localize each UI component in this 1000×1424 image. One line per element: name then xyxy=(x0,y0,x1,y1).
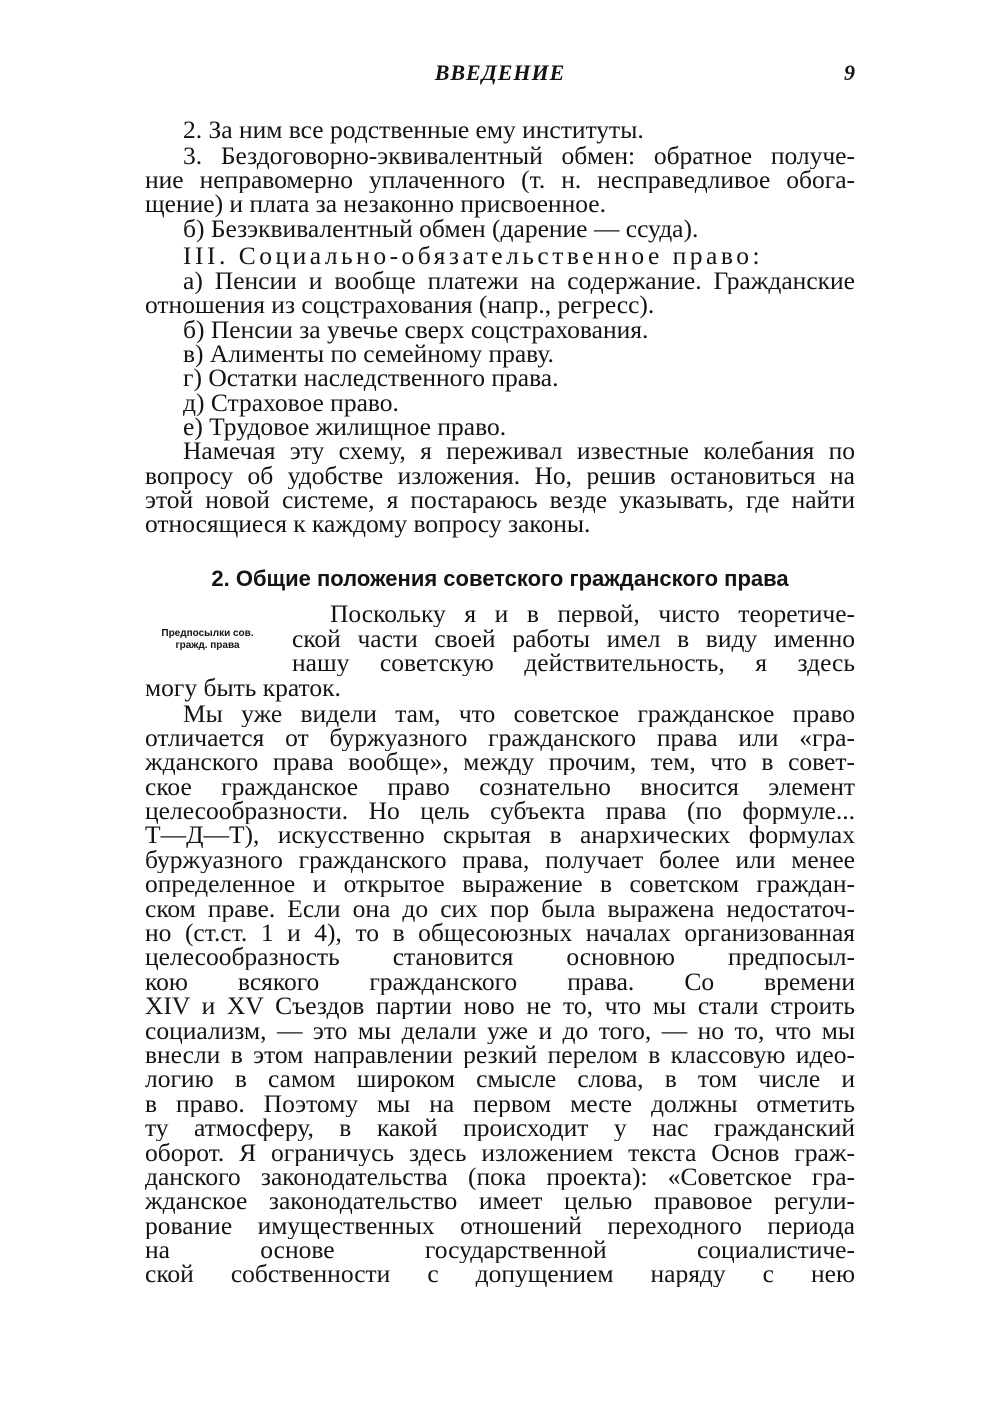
text-line: нашу советскую действительность, я здесь xyxy=(292,650,855,676)
text-line: жданского права вообще», между прочим, тем, что в совет- xyxy=(145,749,855,775)
text-line: а) Пенсии и вообще платежи на содержание. Гражданские xyxy=(183,268,855,294)
text-line: рование имущественных отношений переходного периода xyxy=(145,1213,855,1239)
section-heading: 2. Общие положения советского гражданского права xyxy=(211,566,789,591)
text-line: III. Социально-обязательственное право: xyxy=(183,241,764,270)
text-line: ской собственности с допущением наряду с нею xyxy=(145,1261,855,1287)
text-line: этой новой системе, я постараюсь везде указывать, где найти xyxy=(145,487,855,513)
text-line: социализм, — это мы делали уже и до того, — но то, что мы xyxy=(145,1018,855,1044)
margin-note-line: Предпосылки сов. xyxy=(161,628,254,639)
text-line: ское гражданское право сознательно вносится элемент xyxy=(145,774,855,800)
text-line: б) Пенсии за увечье сверх соцстрахования. xyxy=(183,315,649,344)
text-line: отношения из соцстрахования (напр., регресс). xyxy=(145,290,655,319)
text-line: Т—Д—Т), искусственно скрытая в анархических формулах xyxy=(145,822,855,848)
text-line: на основе государственной социалистиче- xyxy=(145,1237,855,1263)
text-line: целесообразности. Но цель субъекта права (по формуле... xyxy=(145,798,855,824)
text-line: вопросу об удобстве изложения. Но, решив остановиться на xyxy=(145,463,855,489)
running-head xyxy=(145,60,855,90)
text-line: 2. За ним все родственные ему институты. xyxy=(183,115,644,144)
text-line: в) Алименты по семейному праву. xyxy=(183,339,554,368)
text-line: внесли в этом направлении резкий перелом в классовую идео- xyxy=(145,1042,855,1068)
text-line: Поскольку я и в первой, чисто теоретиче- xyxy=(330,601,855,627)
text-line: кою всякого гражданского права. Со времени xyxy=(145,969,855,995)
text-line: отличается от буржуазного гражданского права или «гра- xyxy=(145,725,855,751)
text-line: жданское законодательство имеет целью правовое регули- xyxy=(145,1188,855,1214)
text-line: ту атмосферу, в какой происходит у нас гражданский xyxy=(145,1115,855,1141)
text-line: Мы уже видели там, что советское гражданское право xyxy=(183,701,855,727)
text-line: ние неправомерно уплаченного (т. н. несправедливое обога- xyxy=(145,167,855,193)
page-number: 9 xyxy=(844,60,855,85)
running-title: ВВЕДЕНИЕ xyxy=(434,60,566,85)
text-line: целесообразность становится основною предпосыл- xyxy=(145,944,855,970)
text-line: е) Трудовое жилищное право. xyxy=(183,412,507,441)
text-line: ском праве. Если она до сих пор была выражена недостаточ- xyxy=(145,896,855,922)
text-line: буржуазного гражданского права, получает более или менее xyxy=(145,847,855,873)
text-line: д) Страховое право. xyxy=(183,388,399,417)
text-line: относящиеся к каждому вопросу законы. xyxy=(145,509,591,538)
text-line: XIV и XV Съездов партии ново не то, что мы стали строить xyxy=(145,993,855,1019)
text-line: б) Безэквивалентный обмен (дарение — ссуда). xyxy=(183,214,699,243)
text-line: ской части своей работы имел в виду именно xyxy=(292,626,855,652)
text-line: в право. Поэтому мы на первом месте должны отметить xyxy=(145,1091,855,1117)
text-line: определенное и открытое выражение в советском граждан- xyxy=(145,871,855,897)
text-line: 3. Бездоговорно-эквивалентный обмен: обратное получе- xyxy=(183,143,855,169)
text-line: но (ст.ст. 1 и 4), то в общесоюзных началах организованная xyxy=(145,920,855,946)
text-line: Намечая эту схему, я переживал известные колебания по xyxy=(183,438,855,464)
text-line: г) Остатки наследственного права. xyxy=(183,363,559,392)
text-line: логию в самом широком смысле слова, в том числе и xyxy=(145,1066,855,1092)
text-line: оборот. Я ограничусь здесь изложением текста Основ граж- xyxy=(145,1140,855,1166)
text-line: щение) и плата за незаконно присвоенное. xyxy=(145,189,606,218)
margin-note-line: гражд. права xyxy=(175,640,240,651)
text-line: данского законодательства (пока проекта): «Советское гра- xyxy=(145,1164,855,1190)
text-line: могу быть краток. xyxy=(145,673,341,702)
margin-note xyxy=(145,628,270,652)
